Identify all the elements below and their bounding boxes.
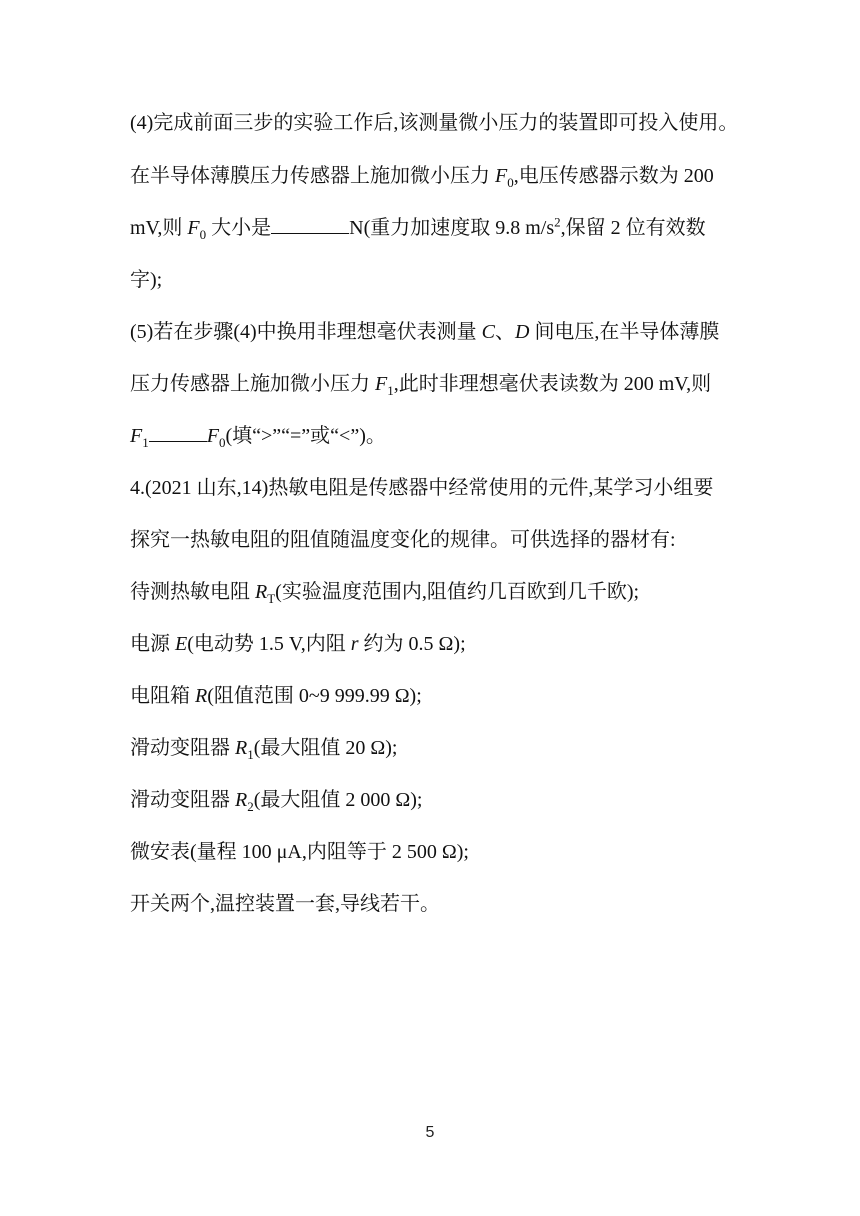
item-text-a: 电源 bbox=[130, 633, 175, 655]
item-text-b: (最大阻值 2 000 Ω); bbox=[253, 789, 423, 811]
part5-line2 bbox=[130, 370, 711, 398]
part4-line2-text-b: ,电压传感器示数为 200 bbox=[513, 165, 714, 187]
variable-r-small: r bbox=[350, 633, 359, 655]
part4-line3-text-a: mV,则 bbox=[130, 217, 188, 239]
item-text: 微安表(量程 100 μA,内阻等于 2 500 Ω); bbox=[130, 841, 469, 863]
part4-line2-text-a: 在半导体薄膜压力传感器上施加微小压力 bbox=[130, 165, 495, 187]
subscript: 1 bbox=[247, 747, 254, 762]
equipment-item-switches bbox=[130, 890, 440, 918]
part4-line1-text: (4)完成前面三步的实验工作后,该测量微小压力的装置即可投入使用。 bbox=[130, 112, 739, 134]
variable-e: E bbox=[175, 633, 188, 655]
answer-blank-f0[interactable] bbox=[271, 217, 349, 234]
subscript: 1 bbox=[387, 383, 394, 398]
part4-line3-text-c: N(重力加速度取 9.8 m/s bbox=[349, 217, 555, 239]
subscript: 0 bbox=[199, 227, 207, 242]
subscript: 1 bbox=[142, 435, 149, 450]
part4-line2 bbox=[130, 162, 714, 190]
part4-line4 bbox=[130, 266, 162, 294]
variable-f: F bbox=[375, 373, 388, 395]
part4-line3-text-b: 大小是 bbox=[206, 217, 272, 239]
subscript: 0 bbox=[507, 175, 514, 190]
subscript: 0 bbox=[218, 435, 226, 450]
page-number: 5 bbox=[425, 1124, 435, 1141]
item-text-a: 滑动变阻器 bbox=[130, 789, 235, 811]
part5-line3-text-b: (填“>”“=”或“<”)。 bbox=[225, 425, 386, 447]
superscript: 2 bbox=[554, 214, 561, 230]
part5-line1-text-a: (5)若在步骤(4)中换用非理想毫伏表测量 bbox=[130, 321, 482, 343]
item-text-b: (阻值范围 0~9 999.99 Ω); bbox=[207, 685, 422, 707]
subscript: T bbox=[267, 591, 276, 606]
part5-line2-text-a: 压力传感器上施加微小压力 bbox=[130, 373, 375, 395]
subscript: 2 bbox=[247, 799, 254, 814]
equipment-item-resistance-box bbox=[130, 682, 422, 710]
part4-line1 bbox=[130, 109, 738, 137]
item-text-b: (实验温度范围内,阻值约几百欧到几千欧); bbox=[275, 581, 640, 603]
variable-r: R bbox=[195, 685, 208, 707]
item-text-a: 待测热敏电阻 bbox=[130, 581, 255, 603]
variable-f: F bbox=[130, 425, 143, 447]
part5-line3 bbox=[130, 422, 386, 450]
question4-line2 bbox=[130, 526, 676, 554]
item-text-a: 电阻箱 bbox=[130, 685, 195, 707]
separator: 、 bbox=[494, 321, 515, 343]
item-text: 开关两个,温控装置一套,导线若干。 bbox=[130, 893, 440, 915]
part5-line1 bbox=[130, 318, 719, 346]
variable-r: R bbox=[255, 581, 268, 603]
variable-c: C bbox=[481, 321, 495, 343]
item-text-a: 滑动变阻器 bbox=[130, 737, 235, 759]
equipment-item-rheostat-1 bbox=[130, 734, 397, 762]
item-text-b: (最大阻值 20 Ω); bbox=[253, 737, 398, 759]
variable-f: F bbox=[187, 217, 200, 239]
equipment-item-microammeter bbox=[130, 838, 469, 866]
question4-line1 bbox=[130, 474, 713, 502]
equipment-item-rheostat-2 bbox=[130, 786, 422, 814]
variable-r: R bbox=[235, 789, 248, 811]
variable-r: R bbox=[235, 737, 248, 759]
part4-line3-text-d: ,保留 2 位有效数 bbox=[560, 217, 706, 239]
equipment-item-power-source bbox=[130, 630, 466, 658]
equipment-item-thermistor bbox=[130, 578, 639, 606]
item-text-c: 约为 0.5 Ω); bbox=[358, 633, 466, 655]
part5-line2-text-b: ,此时非理想毫伏表读数为 200 mV,则 bbox=[393, 373, 712, 395]
part5-line1-text-b: 间电压,在半导体薄膜 bbox=[529, 321, 720, 343]
question4-line1-text: 4.(2021 山东,14)热敏电阻是传感器中经常使用的元件,某学习小组要 bbox=[130, 477, 714, 499]
part4-line3 bbox=[130, 214, 706, 242]
answer-blank-compare[interactable] bbox=[149, 425, 207, 442]
question4-line2-text: 探究一热敏电阻的阻值随温度变化的规律。可供选择的器材有: bbox=[130, 529, 676, 551]
variable-f: F bbox=[495, 165, 508, 187]
variable-f: F bbox=[206, 425, 219, 447]
part4-line4-text: 字); bbox=[130, 269, 163, 291]
variable-d: D bbox=[514, 321, 530, 343]
item-text-b: (电动势 1.5 V,内阻 bbox=[187, 633, 351, 655]
